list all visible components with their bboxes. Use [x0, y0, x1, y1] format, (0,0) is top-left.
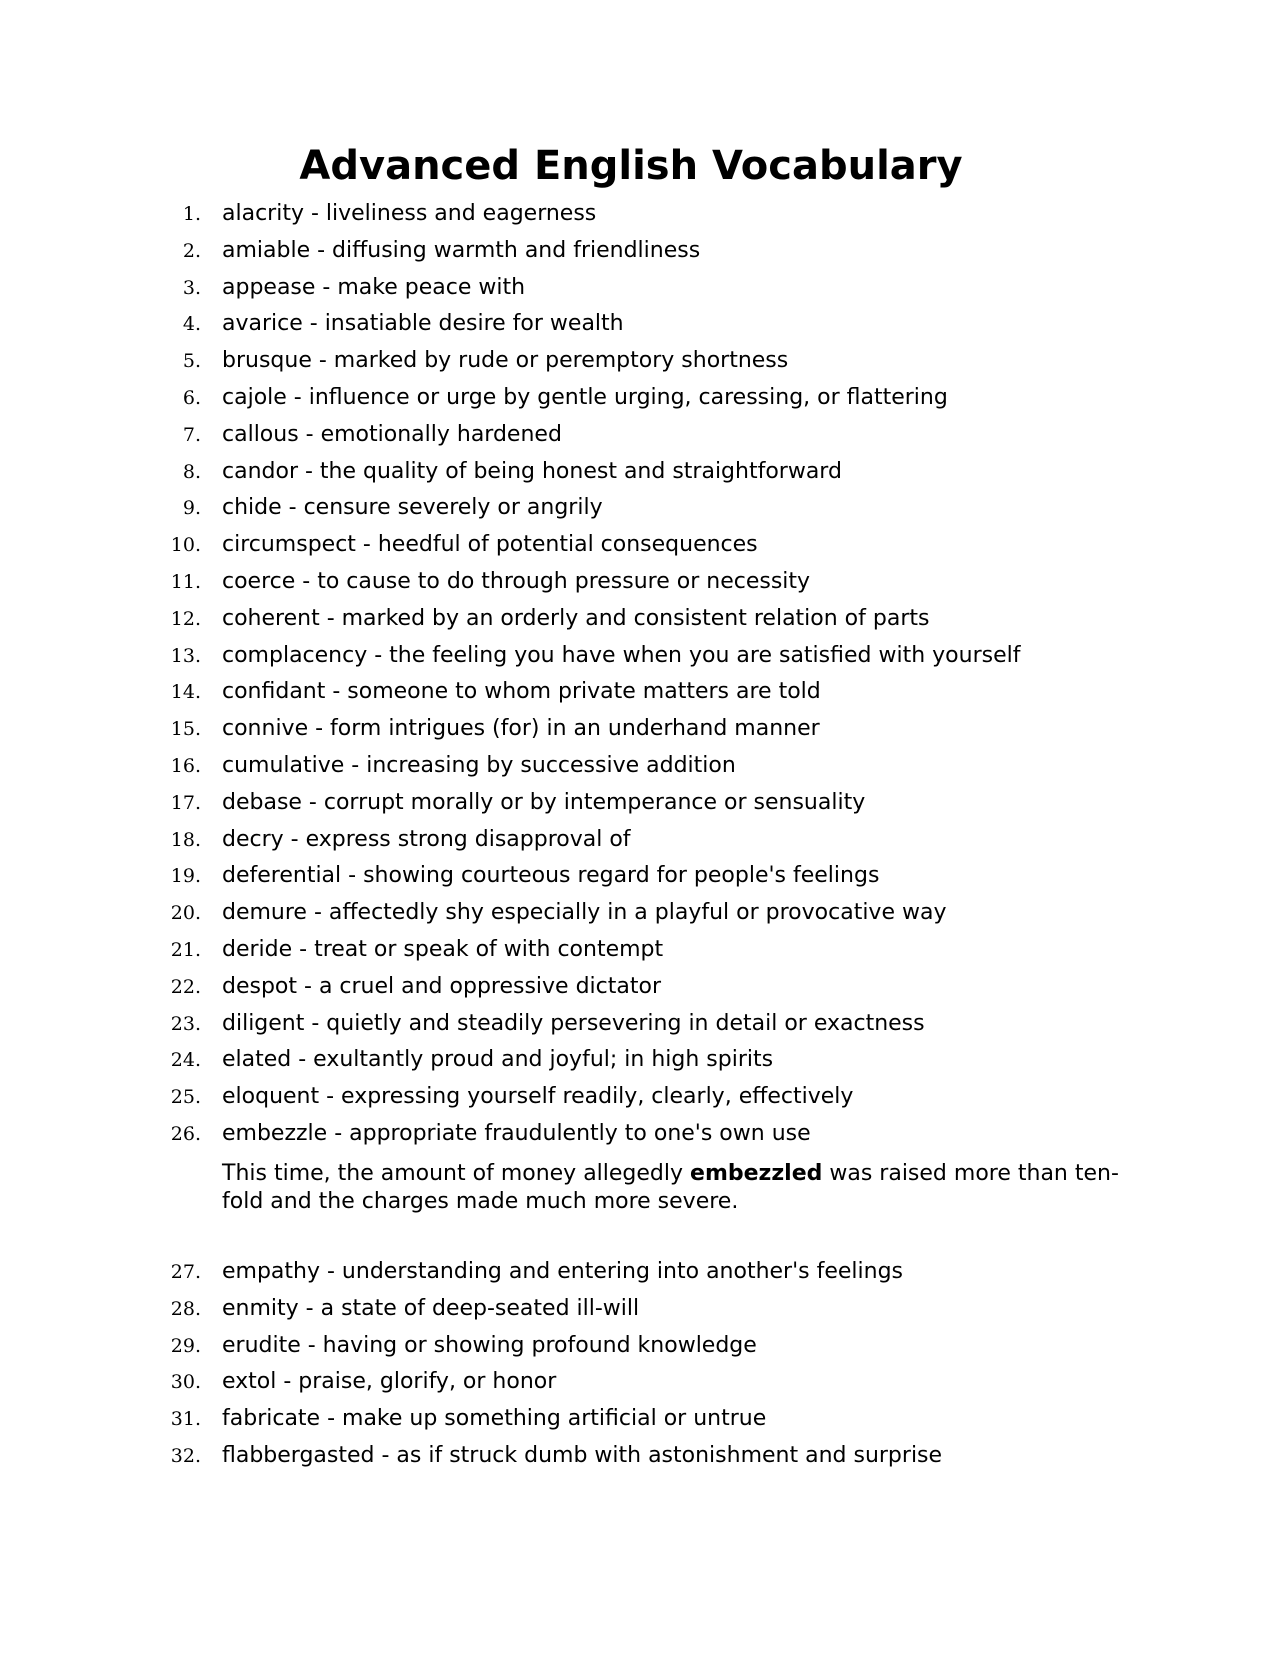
example-bold-word: embezzled: [690, 1161, 823, 1186]
list-item: [0, 861, 1280, 891]
list-item: [0, 751, 1280, 781]
list-item-definition: extol - praise, glorify, or honor: [222, 1369, 557, 1395]
list-item-number: 14.: [170, 681, 201, 704]
list-item-definition: deride - treat or speak of with contempt: [222, 937, 664, 962]
list-item-number: 29.: [170, 1334, 201, 1357]
list-item-definition: candor - the quality of being honest and straightforward: [222, 458, 842, 484]
list-item-number: 10.: [170, 534, 201, 557]
example-text-before: This time, the amount of money allegedly: [222, 1161, 691, 1186]
list-item-definition: alacrity - liveliness and eagerness: [222, 201, 597, 226]
list-item-number: 24.: [170, 1049, 201, 1072]
list-item: [0, 383, 1280, 413]
list-item: [0, 1119, 1280, 1149]
list-item: [0, 346, 1280, 376]
list-item-definition: cumulative - increasing by successive addition: [222, 753, 736, 778]
list-item-number: 4.: [182, 313, 201, 336]
list-item: [0, 1294, 1280, 1324]
list-item: [0, 1045, 1280, 1075]
list-item-definition: chide - censure severely or angrily: [222, 495, 603, 521]
list-item-definition: elated - exultantly proud and joyful; in high spirits: [222, 1047, 774, 1073]
list-item-number: 31.: [170, 1408, 201, 1431]
list-item-definition: circumspect - heedful of potential consequences: [222, 532, 758, 558]
list-item: [0, 1367, 1280, 1397]
list-item: [0, 530, 1280, 560]
list-item-number: 19.: [170, 865, 201, 888]
list-item: [0, 788, 1280, 818]
list-item-number: 11.: [170, 571, 201, 593]
list-item-number: 30.: [170, 1371, 201, 1394]
list-item-definition: coerce - to cause to do through pressure or necessity: [222, 569, 811, 594]
list-item-number: 18.: [170, 828, 201, 851]
list-item-definition: demure - affectedly shy especially in a playful or provocative way: [222, 900, 947, 926]
list-item-number: 1.: [182, 203, 201, 225]
list-item-definition: eloquent - expressing yourself readily, clearly, effectively: [222, 1084, 854, 1110]
list-item-definition: diligent - quietly and steadily persevering in detail or exactness: [222, 1010, 925, 1036]
list-item-definition: despot - a cruel and oppressive dictator: [222, 973, 662, 999]
list-item: [0, 567, 1280, 597]
list-item-number: 21.: [170, 939, 201, 961]
list-item-definition: flabbergasted - as if struck dumb with astonishment and surprise: [222, 1443, 943, 1468]
list-item: [0, 236, 1280, 266]
list-item-number: 13.: [170, 644, 201, 667]
list-item: [0, 309, 1280, 339]
list-item: [0, 641, 1280, 671]
list-item-number: 32.: [170, 1445, 201, 1467]
list-item-number: 26.: [170, 1123, 201, 1145]
list-item: [0, 199, 1280, 229]
list-item-number: 15.: [170, 718, 201, 741]
list-item-number: 6.: [182, 387, 201, 409]
list-item-number: 2.: [182, 239, 201, 262]
list-item-number: 9.: [182, 497, 201, 520]
page-title: Advanced English Vocabulary: [299, 143, 963, 189]
list-item: [0, 604, 1280, 634]
list-item-definition: confidant - someone to whom private matters are told: [222, 679, 821, 705]
example-text-after: was raised more than ten-fold and the charges made much more severe.: [222, 1161, 1119, 1214]
list-item-definition: decry - express strong disapproval of: [222, 826, 631, 852]
list-item-definition: enmity - a state of deep-seated ill-will: [222, 1295, 640, 1321]
list-item-definition: debase - corrupt morally or by intemperance or sensuality: [222, 789, 866, 815]
list-item-definition: deferential - showing courteous regard for people's feelings: [222, 863, 880, 889]
list-item-definition: empathy - understanding and entering into another's feelings: [222, 1259, 904, 1284]
list-item-number: 20.: [170, 902, 201, 925]
list-item: [0, 273, 1280, 303]
list-item-definition: callous - emotionally hardened: [222, 421, 562, 447]
list-item-definition: brusque - marked by rude or peremptory shortness: [222, 348, 789, 374]
list-item: [0, 714, 1280, 744]
list-item: [0, 825, 1280, 855]
list-item: [0, 935, 1280, 965]
list-item-number: 16.: [170, 755, 201, 777]
list-item-definition: connive - form intrigues (for) in an underhand manner: [222, 716, 820, 742]
list-item: [0, 1404, 1280, 1434]
list-item: [0, 1009, 1280, 1039]
list-item-definition: erudite - having or showing profound knowledge: [222, 1332, 757, 1358]
list-item-number: 17.: [170, 791, 201, 814]
list-item-number: 5.: [182, 350, 201, 373]
list-item-number: 25.: [170, 1086, 201, 1109]
example-sentence: [222, 1160, 1122, 1216]
list-item-definition: appease - make peace with: [222, 274, 526, 300]
list-item-number: 12.: [170, 607, 201, 630]
list-item-number: 22.: [170, 975, 201, 998]
list-item-definition: embezzle - appropriate fraudulently to one's own use: [222, 1121, 811, 1146]
list-item: [0, 493, 1280, 523]
list-item: [0, 898, 1280, 928]
list-item-definition: cajole - influence or urge by gentle urging, caressing, or flattering: [222, 385, 948, 410]
list-item: [0, 457, 1280, 487]
list-item-number: 28.: [170, 1297, 201, 1320]
list-item: [0, 1441, 1280, 1471]
list-item: [0, 1331, 1280, 1361]
list-item-definition: avarice - insatiable desire for wealth: [222, 311, 624, 337]
list-item-number: 23.: [170, 1012, 201, 1035]
list-item-number: 8.: [182, 460, 201, 483]
list-item-number: 7.: [182, 423, 201, 446]
list-item-number: 3.: [182, 276, 201, 299]
list-item: [0, 1257, 1280, 1287]
list-item: [0, 677, 1280, 707]
list-item-definition: complacency - the feeling you have when you are satisfied with yourself: [222, 642, 1021, 668]
list-item-definition: coherent - marked by an orderly and consistent relation of parts: [222, 605, 930, 631]
list-item: [0, 1082, 1280, 1112]
list-item-number: 27.: [170, 1261, 201, 1283]
list-item-definition: fabricate - make up something artificial or untrue: [222, 1406, 767, 1432]
list-item-definition: amiable - diffusing warmth and friendliness: [222, 237, 701, 263]
list-item: [0, 972, 1280, 1002]
list-item: [0, 420, 1280, 450]
